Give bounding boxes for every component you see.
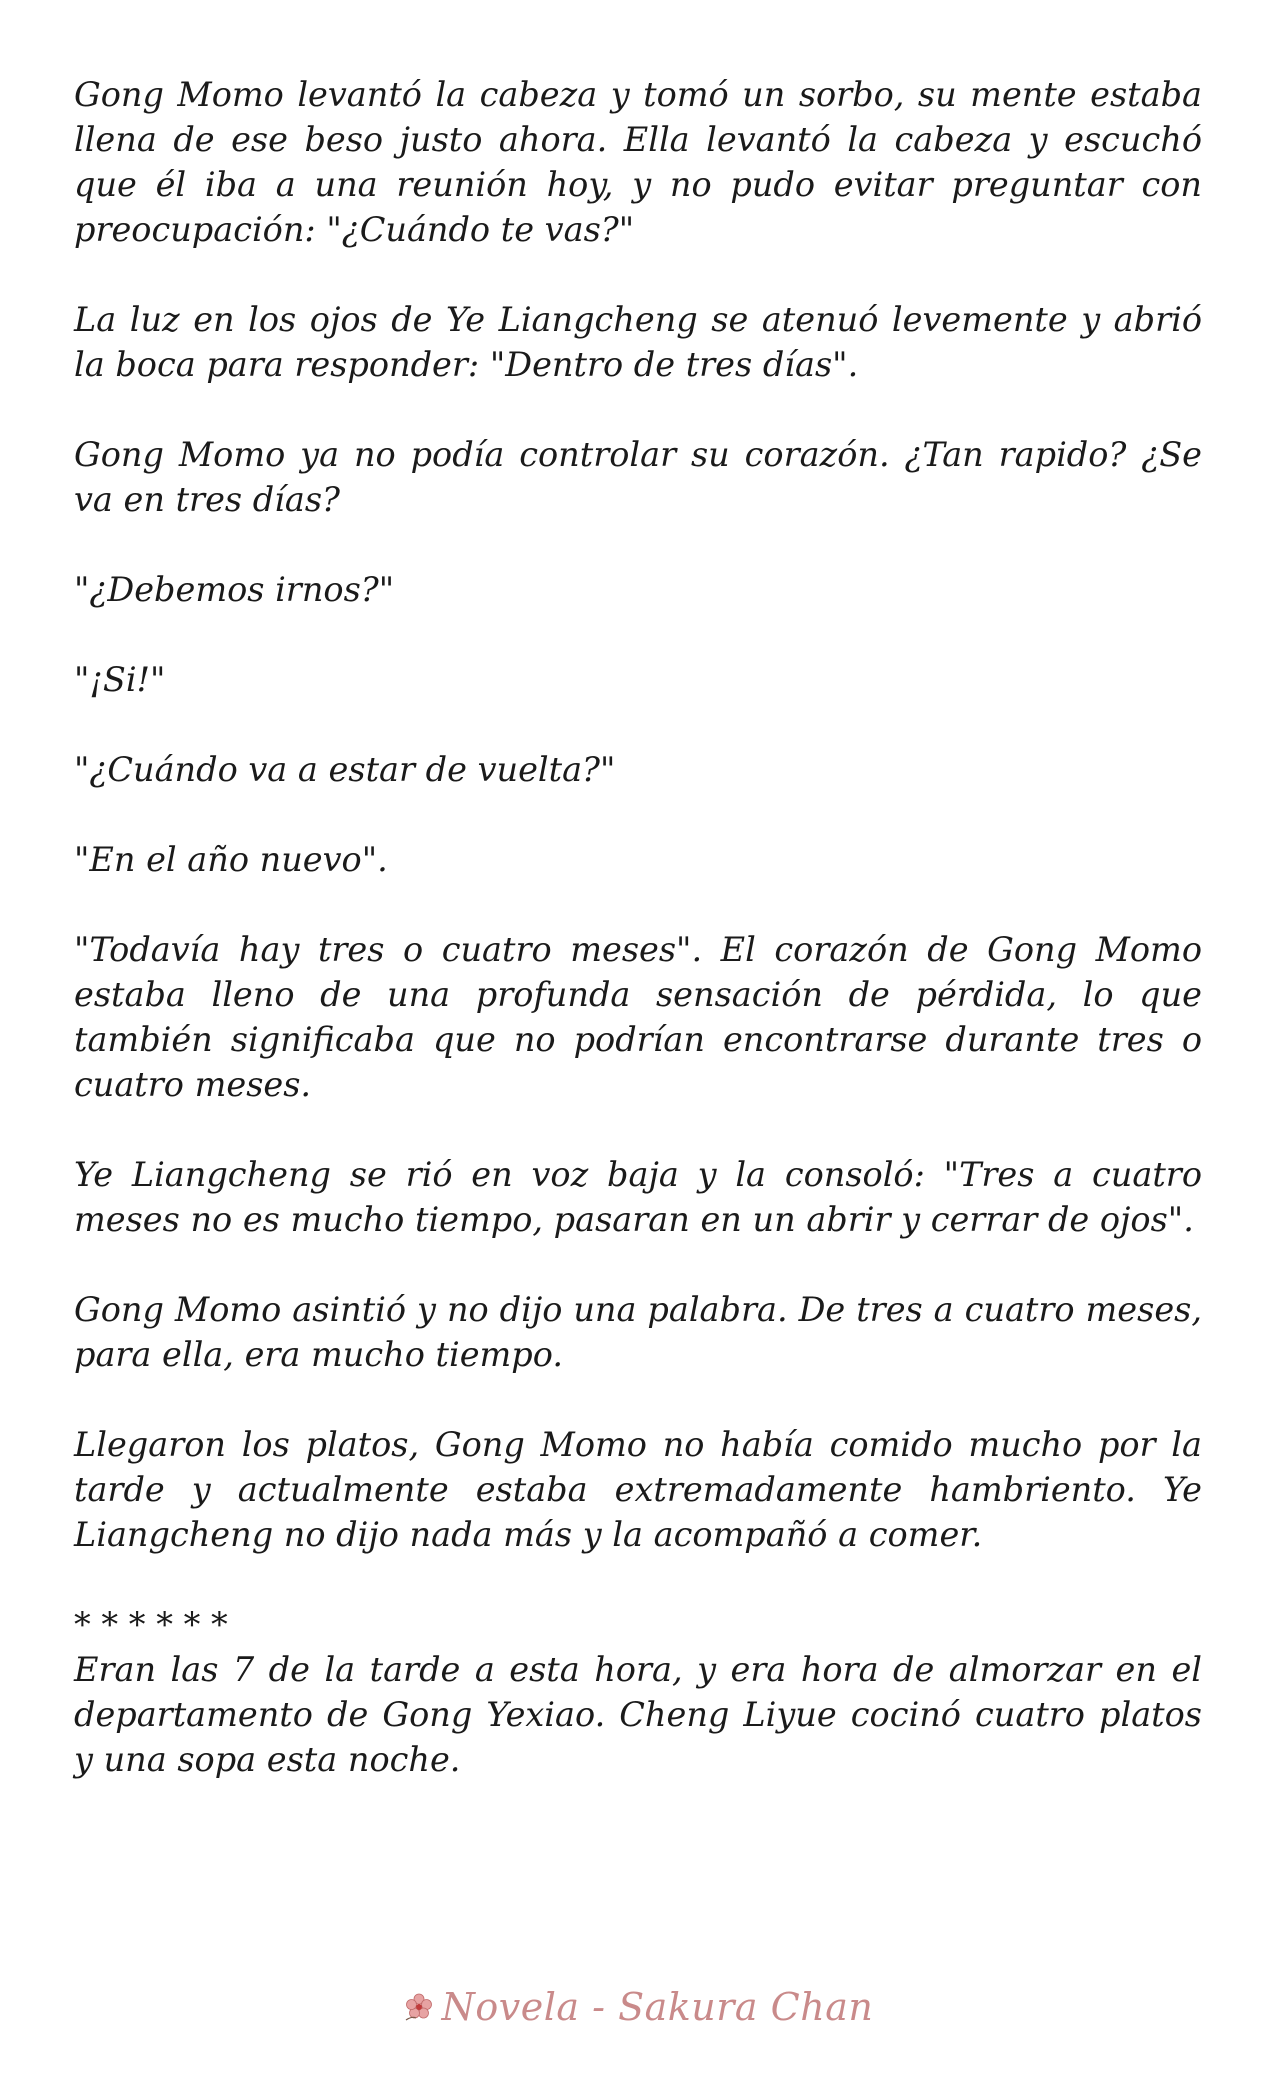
dialogue-line: "¿Debemos irnos?" <box>74 570 395 609</box>
paragraph: Gong Momo ya no podía controlar su corazón. ¿Tan rapido? ¿Se va en tres días? <box>74 435 1202 519</box>
section-separator: * * * * * * <box>74 1605 228 1644</box>
paragraph: Eran las 7 de la tarde a esta hora, y era hora de almorzar en el departamento de Gong Yexiao. Cheng Liyue cocinó cuatro platos y una sopa esta noche. <box>74 1650 1202 1779</box>
footer-text: Novela - Sakura Chan <box>441 1985 874 2029</box>
dialogue-line: "En el año nuevo". <box>74 840 388 879</box>
paragraph: Gong Momo levantó la cabeza y tomó un sorbo, su mente estaba llena de ese beso justo ahora. Ella levantó la cabeza y escuchó que él iba a una reunión hoy, y no pudo evitar preguntar con preocupación: "¿Cuándo te vas?" <box>74 75 1202 249</box>
paragraph: Gong Momo asintió y no dijo una palabra. De tres a cuatro meses, para ella, era mucho tiempo. <box>74 1290 1202 1374</box>
paragraph: Ye Liangcheng se rió en voz baja y la consoló: "Tres a cuatro meses no es mucho tiempo, pasaran en un abrir y cerrar de ojos". <box>74 1155 1202 1239</box>
paragraph: La luz en los ojos de Ye Liangcheng se atenuó levemente y abrió la boca para responder: "Dentro de tres días". <box>74 300 1202 384</box>
dialogue-line: "¡Si!" <box>74 660 166 699</box>
sakura-flower-icon <box>402 1989 436 2023</box>
dialogue-line: "¿Cuándo va a estar de vuelta?" <box>74 750 616 789</box>
footer-watermark <box>0 1985 1275 2029</box>
document-body <box>74 72 1202 1827</box>
paragraph: "Todavía hay tres o cuatro meses". El corazón de Gong Momo estaba lleno de una profunda sensación de pérdida, lo que también significaba que no podrían encontrarse durante tres o cuatro meses. <box>74 930 1202 1104</box>
paragraph: Llegaron los platos, Gong Momo no había comido mucho por la tarde y actualmente estaba extremadamente hambriento. Ye Liangcheng no dijo nada más y la acompañó a comer. <box>74 1425 1202 1554</box>
